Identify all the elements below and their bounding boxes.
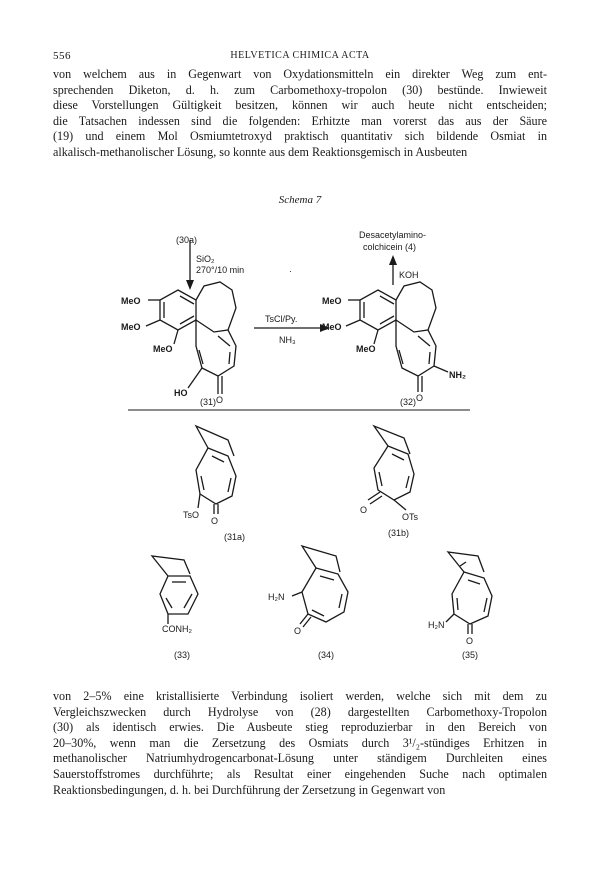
- structure-34: [292, 546, 348, 627]
- label-o: O: [466, 636, 474, 646]
- label-35: (35): [462, 650, 479, 660]
- label-ots: OTs: [402, 512, 419, 522]
- text-line: von welchem aus in Gegenwart von Oxydationsmitteln ein direkter Weg zum ent-: [53, 67, 547, 81]
- scheme-caption: Schema 7: [278, 194, 322, 206]
- arrowhead-up: [389, 255, 397, 265]
- text-line: methanolischer Natriumhydrogencarbonat-Lösung unter ständigem Durchleiten eines: [53, 751, 547, 766]
- reagent-nh3: NH₃: [279, 335, 296, 345]
- label-meo: MeO: [322, 322, 342, 332]
- label-meo: MeO: [356, 344, 376, 354]
- label-h2n: H₂N: [428, 620, 445, 630]
- label-31b: (31b): [388, 528, 410, 538]
- text-line: sprechenden Diketon, d. h. zum Carbomethoxy-tropolon (30) bestünde. Inwieweit: [53, 82, 547, 97]
- arrowhead-down: [186, 280, 194, 290]
- page-number: 556: [53, 50, 71, 62]
- label-nh2: NH₂: [449, 370, 466, 380]
- structure-33: [152, 556, 198, 624]
- label-meo: MeO: [121, 296, 141, 306]
- text-line: die Tatsachen indessen sind die folgenden: Erhitzte man vorerst das aus der Säure: [53, 113, 547, 128]
- label-meo: MeO: [153, 344, 173, 354]
- label-o: O: [211, 516, 219, 526]
- structure-32: [346, 282, 448, 392]
- label-h2n: H₂N: [268, 592, 285, 602]
- reagent-koh: KOH: [399, 270, 419, 280]
- stray-dot: ·: [289, 266, 292, 276]
- label-o: O: [360, 505, 368, 515]
- journal-title: HELVETICA CHIMICA ACTA: [230, 50, 370, 61]
- text-line: alkalisch-methanolischer Lösung, so konnte aus dem Reaktionsgemisch in Ausbeuten: [53, 144, 468, 159]
- label-o: O: [416, 393, 424, 403]
- structure-31: [146, 282, 236, 394]
- text-line: (30) als identisch erwies. Die Ausbeute stieg reproduzierbar in den Bereich von: [53, 720, 547, 735]
- reagent-sio2: SiO₂: [196, 254, 215, 264]
- text-line: Sauerstoffstromes durchführte; als Resultat einer eingehenden Suche nach optimalen: [53, 766, 547, 781]
- label-meo: MeO: [121, 322, 141, 332]
- label-31a: (31a): [224, 532, 246, 542]
- bottom-paragraph: [53, 689, 547, 798]
- label-tso: TsO: [183, 510, 200, 520]
- text-line: Vergleichszwecken durch Hydrolyse von (28) dargestellten Carbomethoxy-Tropolon: [53, 704, 547, 719]
- label-31: (31): [200, 397, 217, 407]
- reagent-tscl: TsCl/Py.: [265, 314, 298, 324]
- text-line: (19) und einem Mol Osmiumtetroxyd praktisch quantitativ sich bildende Osmiat in: [53, 129, 547, 144]
- structure-35: [446, 552, 492, 634]
- text-line: 20–30%, wenn man die Zersetzung des Osmiats durch 3¹/₂-stündiges Erhitzen in: [53, 735, 547, 750]
- label-ho: HO: [174, 388, 188, 398]
- label-33: (33): [174, 650, 191, 660]
- label-o: O: [216, 395, 224, 405]
- structure-31a: [196, 426, 236, 514]
- label-30a: (30a): [176, 235, 198, 245]
- label-conh2: CONH₂: [162, 624, 192, 634]
- text-line: Reaktionsbedingungen, d. h. bei Durchführung der Zersetzung in Gegenwart von: [53, 782, 446, 797]
- text-line: diese Vorstellungen Gültigkeit besitzen, können wir auch heute nicht entscheiden;: [53, 98, 547, 113]
- text-line: von 2–5% eine kristallisierte Verbindung isoliert werden, welche sich mit dem zu: [53, 689, 547, 703]
- reagent-sio2-conditions: 270°/10 min: [196, 265, 245, 275]
- label-meo: MeO: [322, 296, 342, 306]
- label-desacetyl-line1: Desacetylamino-: [359, 230, 427, 240]
- label-32: (32): [400, 397, 417, 407]
- structure-31b: [368, 426, 414, 510]
- label-34: (34): [318, 650, 335, 660]
- label-desacetyl-line2: colchicein (4): [363, 242, 417, 252]
- label-o: O: [294, 626, 302, 636]
